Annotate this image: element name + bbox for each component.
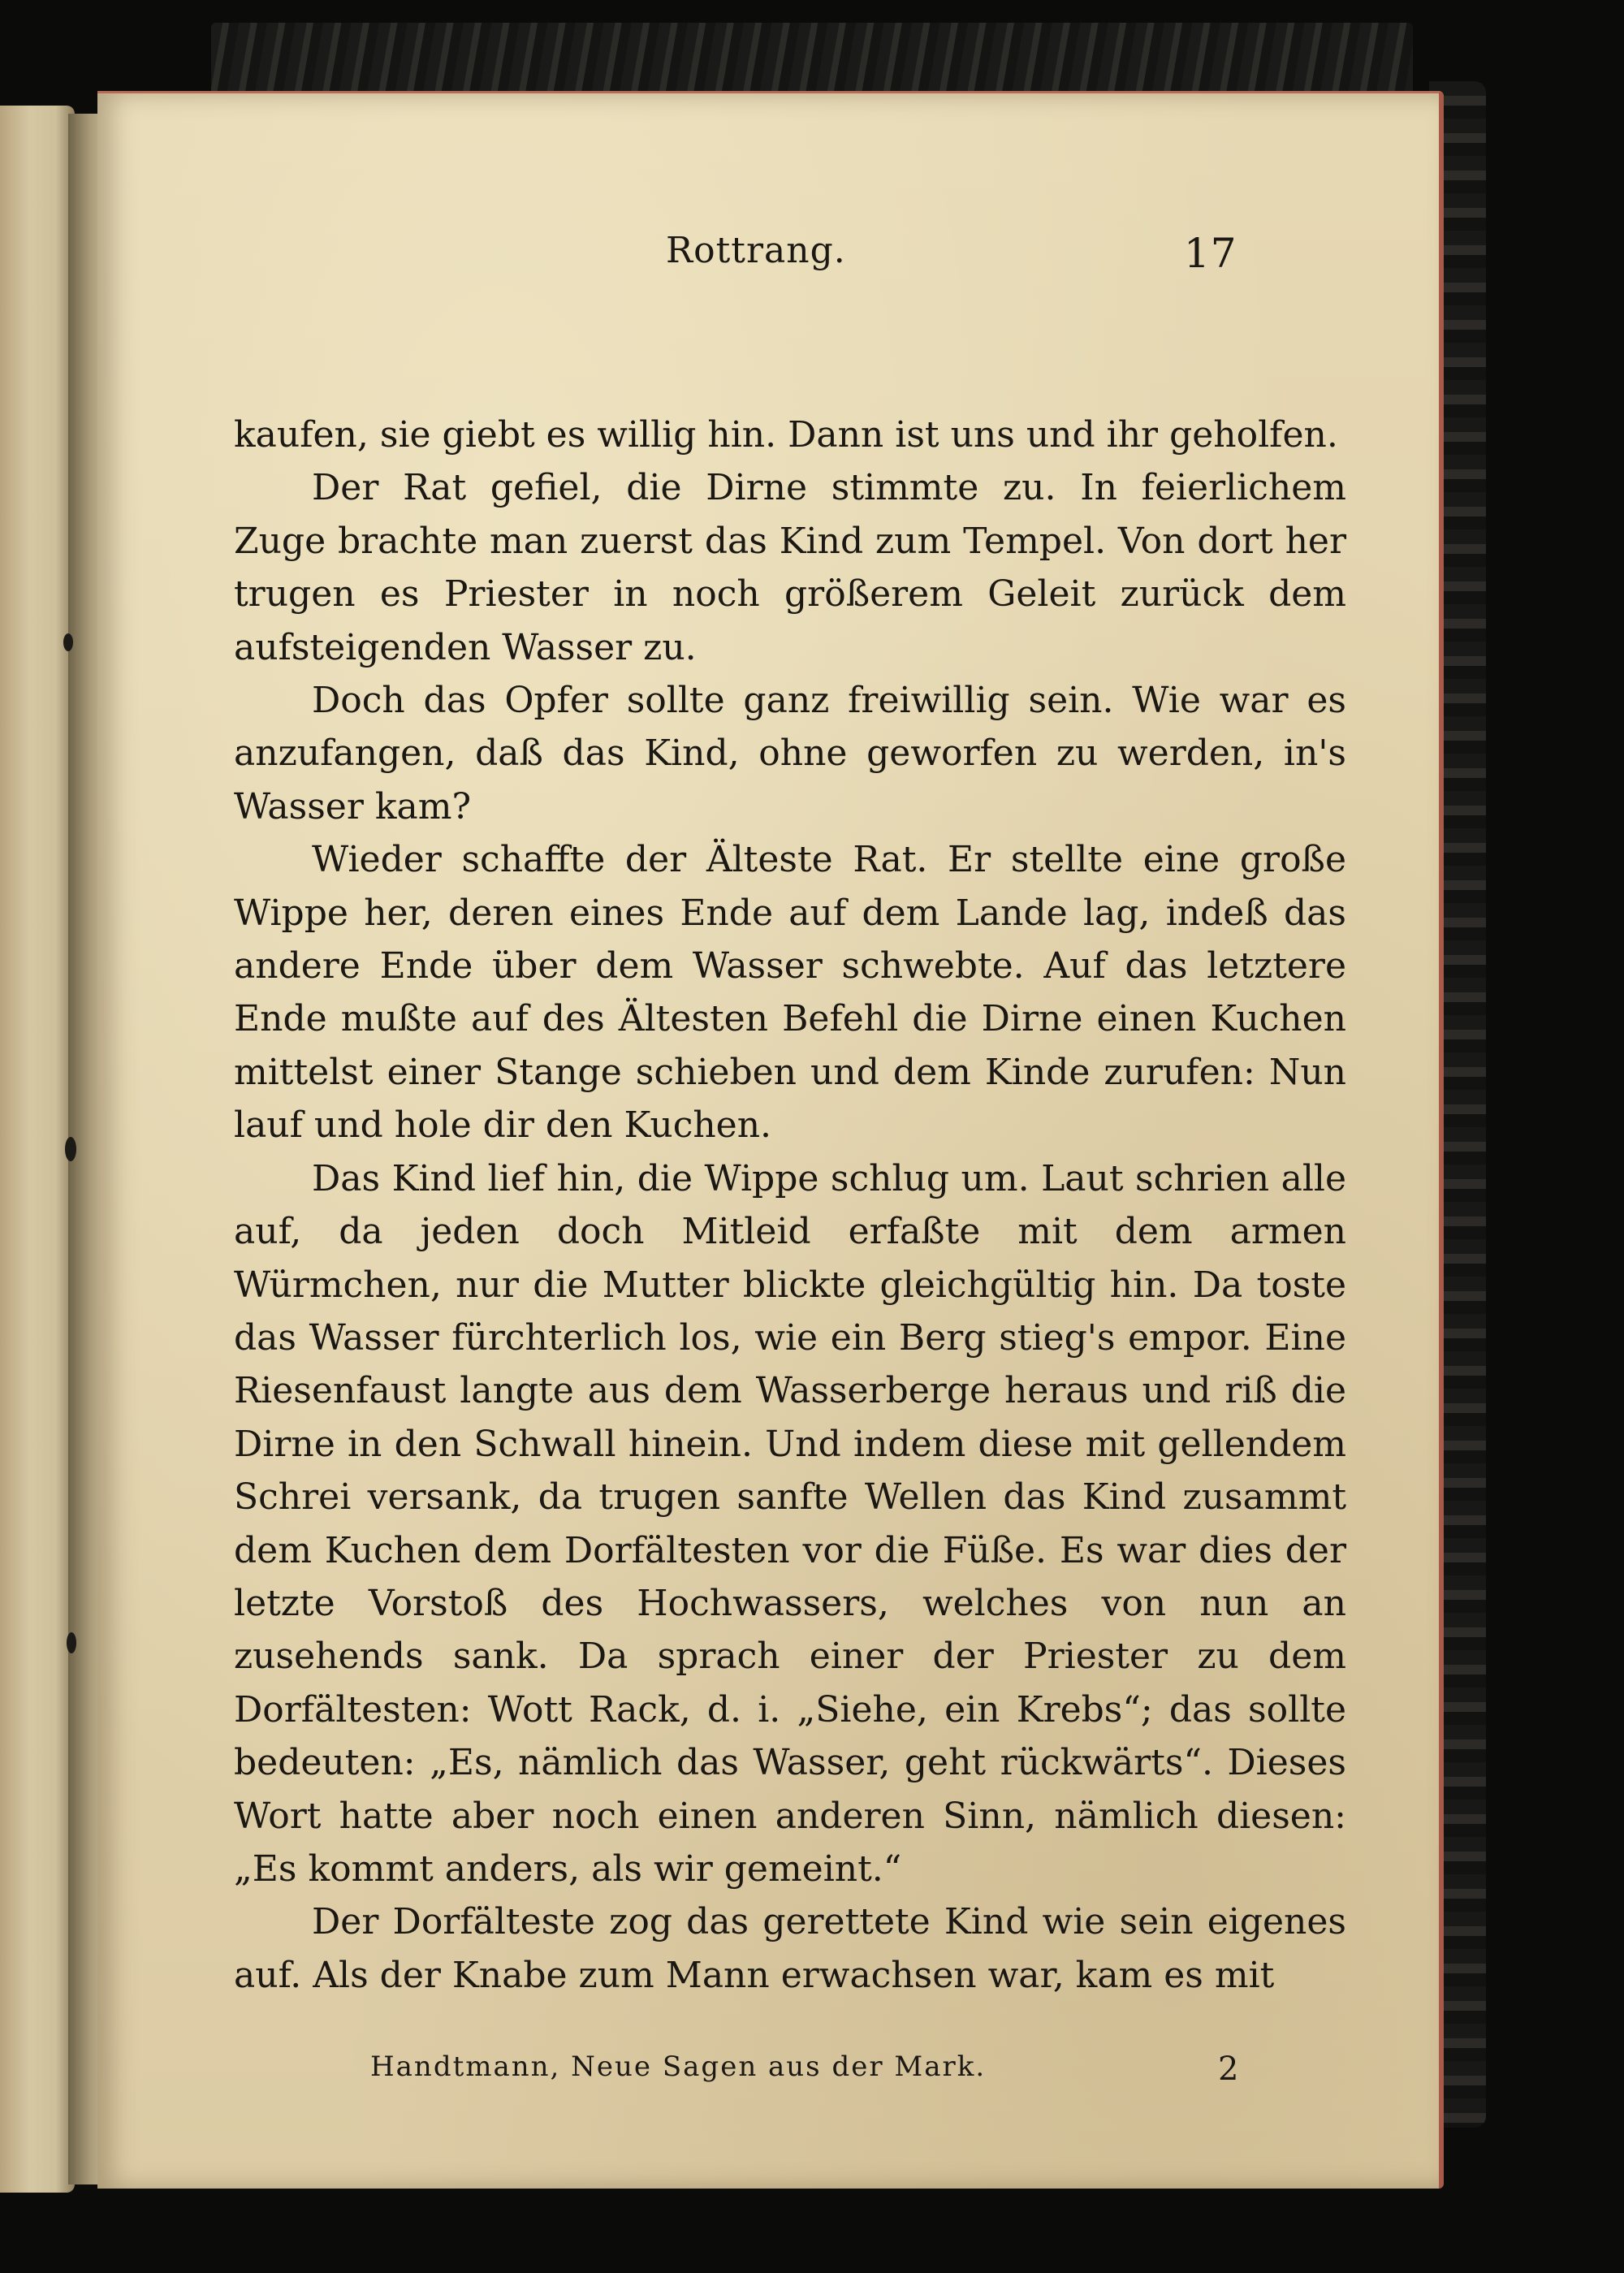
binding-mark [67, 1632, 76, 1653]
paragraph-1: kaufen, sie giebt es willig hin. Dann ist uns und ihr geholfen. [234, 414, 1338, 456]
paragraph-3: Doch das Opfer sollte ganz freiwillig sein. Wie war es anzufangen, daß das Kind, ohne geworfen zu werden, in's Wasser kam? [234, 680, 1346, 828]
page-number: 17 [1184, 230, 1237, 277]
body-text [234, 408, 1346, 2002]
footer-sheet-number: 2 [1218, 2050, 1239, 2088]
paragraph-2: Der Rat gefiel, die Dirne stimmte zu. In feierlichem Zuge brachte man zuerst das Kind zum Tempel. Von dort her trugen es Priester in noch größerem Geleit zurück dem aufsteigenden Wasser zu. [234, 467, 1346, 668]
book-cover-top-edge [211, 23, 1413, 96]
left-page-edge [0, 106, 75, 2193]
book-page [97, 91, 1444, 2189]
binding-mark [65, 1137, 76, 1161]
paragraph-6: Der Dorfälteste zog das gerettete Kind wie sein eigenes auf. Als der Knabe zum Mann erwachsen war, kam es mit [234, 1901, 1346, 1996]
footer-signature: Handtmann, Neue Sagen aus der Mark. [370, 2050, 987, 2083]
binding-mark [63, 633, 73, 651]
running-title: Rottrang. [666, 230, 846, 271]
paragraph-4: Wieder schaffte der Älteste Rat. Er stellte eine große Wippe her, deren eines Ende auf dem Lande lag, indeß das andere Ende über dem Wasser schwebte. Auf das letztere Ende mußte auf des Ältesten Befehl die Dirne einen Kuchen mittelst einer Stange schieben und dem Kinde zurufen: Nun lauf und hole dir den Kuchen. [234, 839, 1346, 1147]
paragraph-5: Das Kind lief hin, die Wippe schlug um. Laut schrien alle auf, da jeden doch Mitleid erfaßte mit dem armen Würmchen, nur die Mutter blickte gleichgültig hin. Da toste das Wasser fürchterlich los, wie ein Berg stieg's empor. Eine Riesenfaust langte aus dem Wasserberge heraus und riß die Dirne in den Schwall hinein. Und indem diese mit gellendem Schrei versank, da trugen sanfte Wellen das Kind zusammt dem Kuchen dem Dorfältesten vor die Füße. Es war dies der letzte Vorstoß des Hochwassers, welches von nun an zusehends sank. Da sprach einer der Priester zu dem Dorfältesten: Wott Rack, d. i. „Siehe, ein Krebs“; das sollte bedeuten: „Es, nämlich das Wasser, geht rückwärts“. Dieses Wort hatte aber noch einen anderen Sinn, nämlich diesen: „Es kommt anders, als wir gemeint.“ [234, 1157, 1346, 1890]
